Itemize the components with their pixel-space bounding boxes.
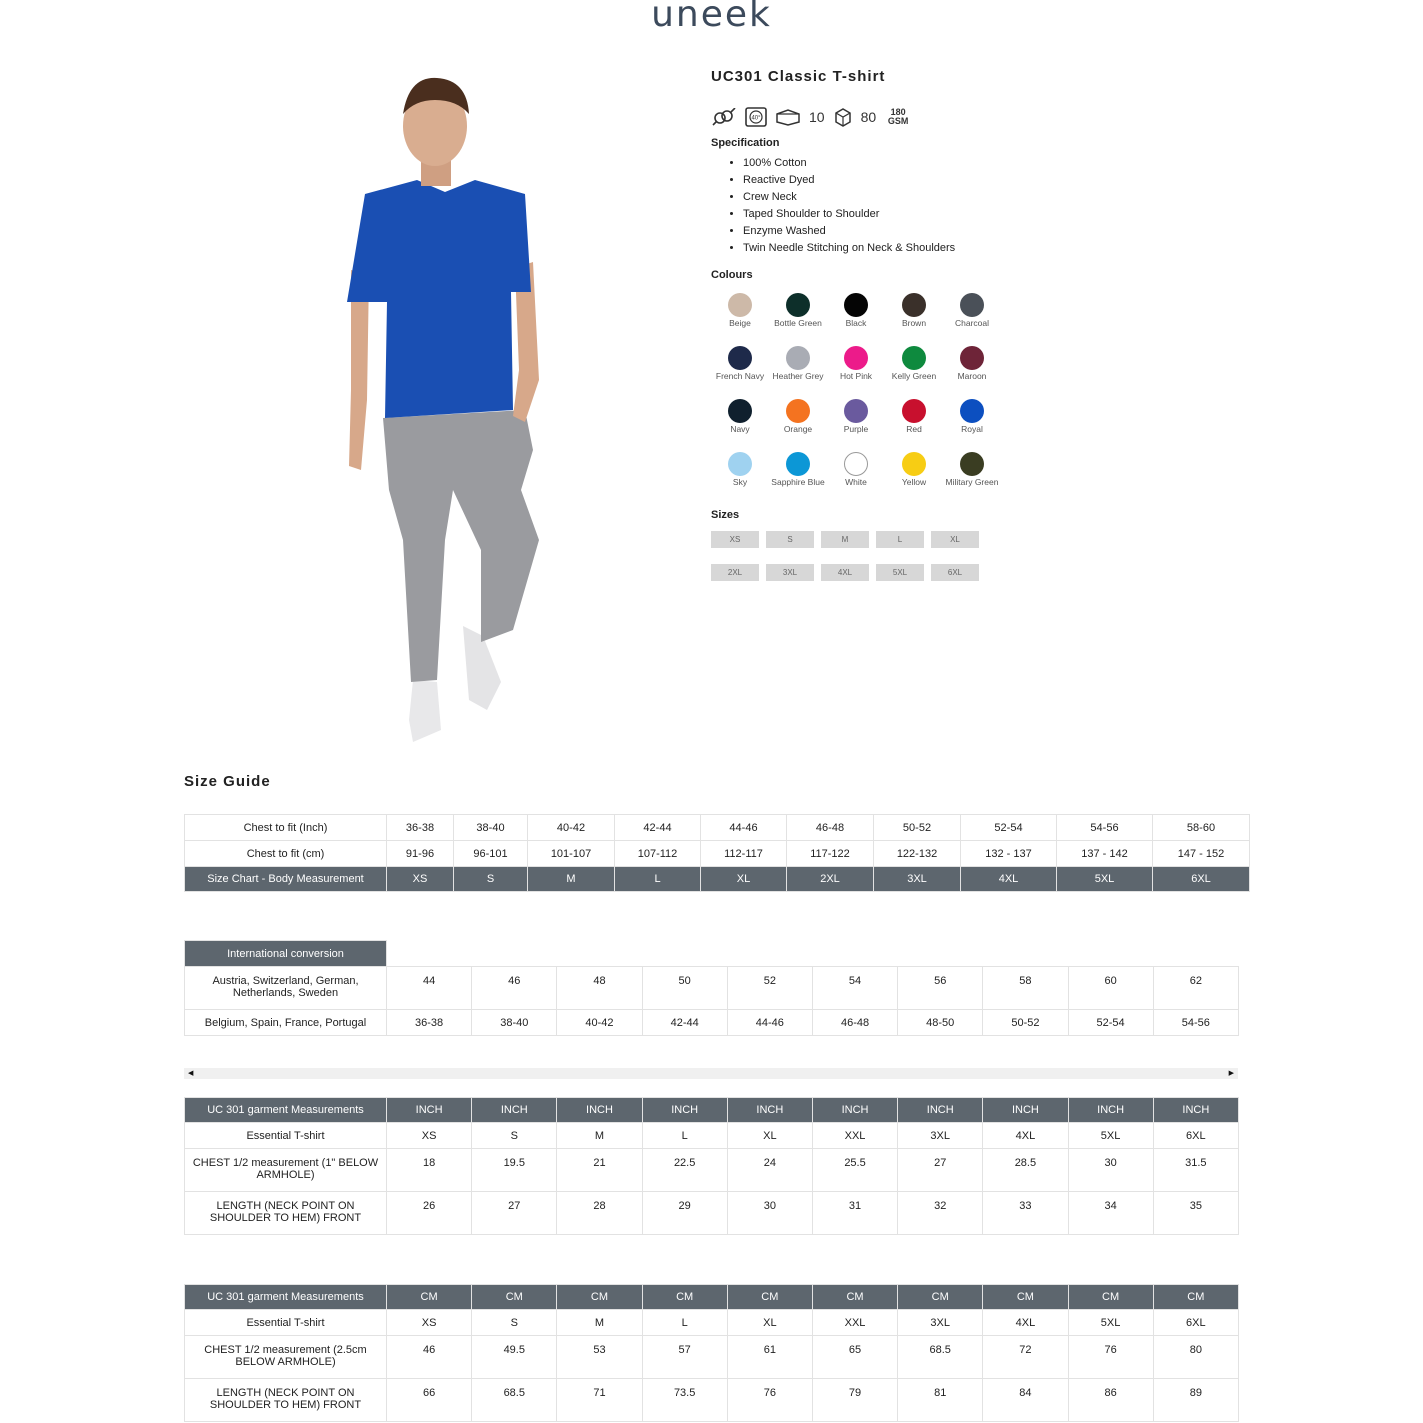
table-cell: 6XL [1153, 1310, 1238, 1336]
colour-label: Bottle Green [774, 318, 822, 328]
table-cell: 56 [898, 967, 983, 1010]
spec-item: • Reactive Dyed [743, 172, 1111, 189]
table-cell: 46-48 [787, 815, 874, 841]
table-cell: 28.5 [983, 1149, 1068, 1192]
colour-label: Brown [901, 318, 927, 328]
table-cell: XL [701, 867, 787, 892]
table-cell: 48-50 [898, 1010, 983, 1036]
colour-swatch[interactable] [769, 346, 827, 395]
empty-cell [812, 941, 897, 967]
table-cell: 54 [812, 967, 897, 1010]
row-label: CHEST 1/2 measurement (2.5cm BELOW ARMHOLE) [185, 1336, 387, 1379]
table-row [185, 1010, 1239, 1036]
size-chart-row [185, 867, 1250, 892]
table-cell: 117-122 [787, 841, 874, 867]
table-cell: 50-52 [983, 1010, 1068, 1036]
table-cell: M [557, 1123, 642, 1149]
row-label: Belgium, Spain, France, Portugal [185, 1010, 387, 1036]
empty-cell [1068, 941, 1153, 967]
table-cell: 27 [898, 1149, 983, 1192]
row-label: Size Chart - Body Measurement [185, 867, 387, 892]
table-cell: 73.5 [642, 1379, 727, 1422]
size-button[interactable]: XS [711, 531, 759, 548]
table-cell: 38-40 [454, 815, 528, 841]
colour-swatches [711, 293, 1111, 501]
colour-dot[interactable] [960, 293, 984, 317]
table-cell: CM [898, 1285, 983, 1310]
colour-swatch[interactable] [885, 399, 943, 448]
table-cell: 48 [557, 967, 642, 1010]
colour-label: Kelly Green [891, 371, 937, 381]
table-cell: 4XL [983, 1123, 1068, 1149]
sizes-heading: Sizes [711, 509, 740, 521]
size-button[interactable]: 2XL [711, 564, 759, 581]
intl-header-row [185, 941, 1239, 967]
colour-label: Military Green [945, 477, 999, 487]
colour-swatch[interactable] [885, 346, 943, 395]
table-cell: 76 [727, 1379, 812, 1422]
empty-cell [1153, 941, 1238, 967]
table-cell: 53 [557, 1336, 642, 1379]
table-row [185, 841, 1250, 867]
colour-swatch[interactable] [827, 399, 885, 448]
colour-dot[interactable] [844, 452, 868, 476]
table-cell: 33 [983, 1192, 1068, 1235]
table-cell: 84 [983, 1379, 1068, 1422]
table-cell: 44-46 [701, 815, 787, 841]
table-cell: 30 [1068, 1149, 1153, 1192]
table-cell: CM [1068, 1285, 1153, 1310]
table-cell: 32 [898, 1192, 983, 1235]
colour-dot[interactable] [786, 346, 810, 370]
table-cell: 107-112 [615, 841, 701, 867]
colour-swatch[interactable] [711, 399, 769, 448]
table-cell: 122-132 [874, 841, 961, 867]
colour-swatch[interactable] [885, 452, 943, 501]
colour-dot[interactable] [902, 293, 926, 317]
table-cell: 35 [1153, 1192, 1238, 1235]
table-cell: 58-60 [1153, 815, 1250, 841]
table-cell: CM [812, 1285, 897, 1310]
colour-dot[interactable] [844, 293, 868, 317]
row-label: Essential T-shirt [185, 1123, 387, 1149]
table-cell: 4XL [983, 1310, 1068, 1336]
table-row [185, 1310, 1239, 1336]
product-icons [711, 105, 1111, 129]
colour-swatch[interactable] [943, 452, 1001, 501]
table-cell: 50 [642, 967, 727, 1010]
table-cell: 49.5 [472, 1336, 557, 1379]
table-cell: CM [472, 1285, 557, 1310]
table-cell: 21 [557, 1149, 642, 1192]
table-cell: INCH [557, 1098, 642, 1123]
table-cell: 68.5 [472, 1379, 557, 1422]
table-cell: 25.5 [812, 1149, 897, 1192]
table-cell: 52 [727, 967, 812, 1010]
table-cell: L [642, 1123, 727, 1149]
table-cell: INCH [812, 1098, 897, 1123]
empty-cell [557, 941, 642, 967]
scroll-right-icon[interactable]: ▶ [1228, 1070, 1234, 1077]
table-cell: 40-42 [557, 1010, 642, 1036]
product-title: UC301 Classic T-shirt [711, 68, 886, 85]
colour-swatch[interactable] [943, 399, 1001, 448]
colour-label: Charcoal [954, 318, 990, 328]
table-cell: 52-54 [1068, 1010, 1153, 1036]
table-cell: 36-38 [387, 815, 454, 841]
colour-dot[interactable] [786, 452, 810, 476]
box-count: 80 [860, 109, 877, 125]
spec-list [711, 155, 1111, 257]
table-cell: INCH [387, 1098, 472, 1123]
size-button[interactable]: L [876, 531, 924, 548]
size-button[interactable]: XL [931, 531, 979, 548]
table-cell: 61 [727, 1336, 812, 1379]
cm-measurements-table [184, 1284, 1239, 1422]
table-cell: L [615, 867, 701, 892]
colour-label: Hot Pink [839, 371, 873, 381]
table-cell: 42-44 [642, 1010, 727, 1036]
colour-label: Sapphire Blue [771, 477, 825, 487]
scroll-left-icon[interactable]: ◀ [188, 1070, 194, 1077]
colour-dot[interactable] [728, 293, 752, 317]
row-label: Chest to fit (Inch) [185, 815, 387, 841]
table-cell: 91-96 [387, 841, 454, 867]
wash-40-icon [745, 107, 767, 127]
empty-cell [983, 941, 1068, 967]
table-cell: 46 [387, 1336, 472, 1379]
colour-label: White [845, 477, 867, 487]
table-cell: XXL [812, 1123, 897, 1149]
table-cell: S [472, 1310, 557, 1336]
size-button[interactable]: 5XL [876, 564, 924, 581]
table-cell: 6XL [1153, 1123, 1238, 1149]
colour-label: Beige [729, 318, 751, 328]
table-cell: 31 [812, 1192, 897, 1235]
colour-swatch[interactable] [711, 293, 769, 342]
table-row [185, 967, 1239, 1010]
table-row [185, 1379, 1239, 1422]
spec-item: • Crew Neck [743, 189, 1111, 206]
table-cell: XS [387, 1310, 472, 1336]
colour-dot[interactable] [902, 452, 926, 476]
table-cell: 19.5 [472, 1149, 557, 1192]
colour-swatch[interactable] [943, 346, 1001, 395]
table-cell: 44 [387, 967, 472, 1010]
pack-count: 10 [809, 109, 825, 125]
table-cell: 86 [1068, 1379, 1153, 1422]
table-cell: 62 [1153, 967, 1238, 1010]
table-cell: XXL [812, 1310, 897, 1336]
table-cell: 80 [1153, 1336, 1238, 1379]
table-cell: 147 - 152 [1153, 841, 1250, 867]
measurement-header-row [185, 1285, 1239, 1310]
colour-dot[interactable] [844, 399, 868, 423]
colour-dot[interactable] [786, 399, 810, 423]
table-cell: 66 [387, 1379, 472, 1422]
colour-dot[interactable] [844, 346, 868, 370]
table-cell: 3XL [898, 1310, 983, 1336]
table-cell: 112-117 [701, 841, 787, 867]
table-cell: INCH [472, 1098, 557, 1123]
table-cell: M [528, 867, 615, 892]
table-cell: 54-56 [1057, 815, 1153, 841]
table-cell: S [472, 1123, 557, 1149]
table-cell: 52-54 [961, 815, 1057, 841]
row-label: CHEST 1/2 measurement (1" BELOW ARMHOLE) [185, 1149, 387, 1192]
table-cell: 26 [387, 1192, 472, 1235]
empty-cell [472, 941, 557, 967]
size-guide-table [184, 814, 1250, 892]
table-cell: 42-44 [615, 815, 701, 841]
table-cell: 30 [727, 1192, 812, 1235]
table-cell: 6XL [1153, 867, 1250, 892]
colour-dot[interactable] [728, 346, 752, 370]
colour-label: Sky [732, 477, 748, 487]
product-photo [325, 70, 565, 750]
size-button[interactable]: 4XL [821, 564, 869, 581]
colour-swatch[interactable] [943, 293, 1001, 342]
colour-swatch[interactable] [711, 452, 769, 501]
table-cell: 29 [642, 1192, 727, 1235]
table-row [185, 1149, 1239, 1192]
size-guide-title: Size Guide [184, 773, 271, 790]
table-cell: 54-56 [1153, 1010, 1238, 1036]
colour-label: Yellow [901, 477, 927, 487]
spec-heading: Specification [711, 137, 780, 149]
table-cell: 132 - 137 [961, 841, 1057, 867]
colours-heading: Colours [711, 269, 753, 281]
inch-measurements-table [184, 1097, 1239, 1235]
row-label: LENGTH (NECK POINT ON SHOULDER TO HEM) FRONT [185, 1192, 387, 1235]
colour-label: Purple [843, 424, 869, 434]
table-cell: 5XL [1068, 1123, 1153, 1149]
table-cell: 27 [472, 1192, 557, 1235]
table-cell: XS [387, 1123, 472, 1149]
table-cell: 58 [983, 967, 1068, 1010]
table-cell: CM [727, 1285, 812, 1310]
table-cell: CM [387, 1285, 472, 1310]
colour-label: Heather Grey [772, 371, 824, 381]
table-cell: CM [557, 1285, 642, 1310]
table-cell: INCH [898, 1098, 983, 1123]
colour-dot[interactable] [960, 452, 984, 476]
table-cell: 60 [1068, 967, 1153, 1010]
size-options [711, 531, 1111, 581]
table-cell: 76 [1068, 1336, 1153, 1379]
product-panel [711, 68, 1111, 581]
table-cell: 31.5 [1153, 1149, 1238, 1192]
horizontal-scrollbar[interactable] [184, 1068, 1238, 1079]
colour-label: Navy [730, 424, 750, 434]
table-row [185, 815, 1250, 841]
table-cell: 79 [812, 1379, 897, 1422]
table-cell: INCH [642, 1098, 727, 1123]
table-row [185, 1123, 1239, 1149]
colour-label: Royal [961, 424, 983, 434]
size-button[interactable]: M [821, 531, 869, 548]
spec-item: • Enzyme Washed [743, 223, 1111, 240]
table-cell: L [642, 1310, 727, 1336]
colour-dot[interactable] [902, 346, 926, 370]
colour-dot[interactable] [902, 399, 926, 423]
table-cell: XL [727, 1123, 812, 1149]
table-cell: 72 [983, 1336, 1068, 1379]
table-cell: 34 [1068, 1192, 1153, 1235]
gsm-icon: 180 GSM [887, 107, 909, 126]
row-label: Chest to fit (cm) [185, 841, 387, 867]
row-label: Austria, Switzerland, German, Netherlands, Sweden [185, 967, 387, 1010]
colour-dot[interactable] [728, 399, 752, 423]
colour-dot[interactable] [728, 452, 752, 476]
row-label: LENGTH (NECK POINT ON SHOULDER TO HEM) FRONT [185, 1379, 387, 1422]
table-cell: 46 [472, 967, 557, 1010]
table-cell: XL [727, 1310, 812, 1336]
table-cell: 36-38 [387, 1010, 472, 1036]
colour-swatch[interactable] [827, 346, 885, 395]
colour-dot[interactable] [786, 293, 810, 317]
colour-swatch[interactable] [769, 399, 827, 448]
table-row [185, 1336, 1239, 1379]
colour-dot[interactable] [960, 399, 984, 423]
svg-text:40°: 40° [751, 115, 761, 122]
table-cell: 46-48 [812, 1010, 897, 1036]
table-cell: 65 [812, 1336, 897, 1379]
empty-cell [898, 941, 983, 967]
colour-swatch[interactable] [711, 346, 769, 395]
table-row [185, 1192, 1239, 1235]
measurement-header-row [185, 1098, 1239, 1123]
spec-item: • 100% Cotton [743, 155, 1111, 172]
table-cell: 5XL [1057, 867, 1153, 892]
colour-dot[interactable] [960, 346, 984, 370]
table-cell: 101-107 [528, 841, 615, 867]
table-cell: 18 [387, 1149, 472, 1192]
table-cell: CM [642, 1285, 727, 1310]
empty-cell [642, 941, 727, 967]
brand-logo[interactable]: uneek [651, 0, 772, 35]
table-cell: 22.5 [642, 1149, 727, 1192]
colour-label: French Navy [715, 371, 765, 381]
table-cell: 89 [1153, 1379, 1238, 1422]
table-cell: 4XL [961, 867, 1057, 892]
table-cell: M [557, 1310, 642, 1336]
table-cell: INCH [983, 1098, 1068, 1123]
empty-cell [727, 941, 812, 967]
table-cell: 96-101 [454, 841, 528, 867]
row-label: Essential T-shirt [185, 1310, 387, 1336]
spec-item: • Twin Needle Stitching on Neck & Shoulders [743, 240, 1111, 257]
table-cell: 24 [727, 1149, 812, 1192]
table-cell: 71 [557, 1379, 642, 1422]
table-cell: INCH [1153, 1098, 1238, 1123]
box-icon [833, 107, 853, 127]
pack-icon [775, 108, 801, 126]
table-cell: 28 [557, 1192, 642, 1235]
table-cell: 5XL [1068, 1310, 1153, 1336]
table-cell: 137 - 142 [1057, 841, 1153, 867]
colour-swatch[interactable] [769, 452, 827, 501]
size-button[interactable]: 3XL [766, 564, 814, 581]
table-cell: 3XL [898, 1123, 983, 1149]
colour-label: Red [906, 424, 922, 434]
table-cell: XS [387, 867, 454, 892]
table-cell: 57 [642, 1336, 727, 1379]
gender-icon [711, 108, 737, 126]
table-cell: 40-42 [528, 815, 615, 841]
table-cell: 38-40 [472, 1010, 557, 1036]
table-cell: 2XL [787, 867, 874, 892]
table-cell: CM [1153, 1285, 1238, 1310]
colour-swatch[interactable] [885, 293, 943, 342]
table-cell: INCH [1068, 1098, 1153, 1123]
table-cell: CM [983, 1285, 1068, 1310]
spec-item: • Taped Shoulder to Shoulder [743, 206, 1111, 223]
table-cell: 81 [898, 1379, 983, 1422]
colour-swatch[interactable] [827, 293, 885, 342]
table-cell: INCH [727, 1098, 812, 1123]
colour-label: Maroon [957, 371, 987, 381]
table-cell: 3XL [874, 867, 961, 892]
empty-cell [387, 941, 472, 967]
table-cell: 44-46 [727, 1010, 812, 1036]
row-label: UC 301 garment Measurements [185, 1098, 387, 1123]
colour-swatch[interactable] [769, 293, 827, 342]
intl-header: International conversion [185, 941, 387, 967]
table-cell: 68.5 [898, 1336, 983, 1379]
row-label: UC 301 garment Measurements [185, 1285, 387, 1310]
colour-swatch[interactable] [827, 452, 885, 501]
size-button[interactable]: S [766, 531, 814, 548]
international-conversion-table [184, 940, 1239, 1036]
table-cell: S [454, 867, 528, 892]
colour-label: Black [845, 318, 867, 328]
size-button[interactable]: 6XL [931, 564, 979, 581]
table-cell: 50-52 [874, 815, 961, 841]
colour-label: Orange [783, 424, 813, 434]
